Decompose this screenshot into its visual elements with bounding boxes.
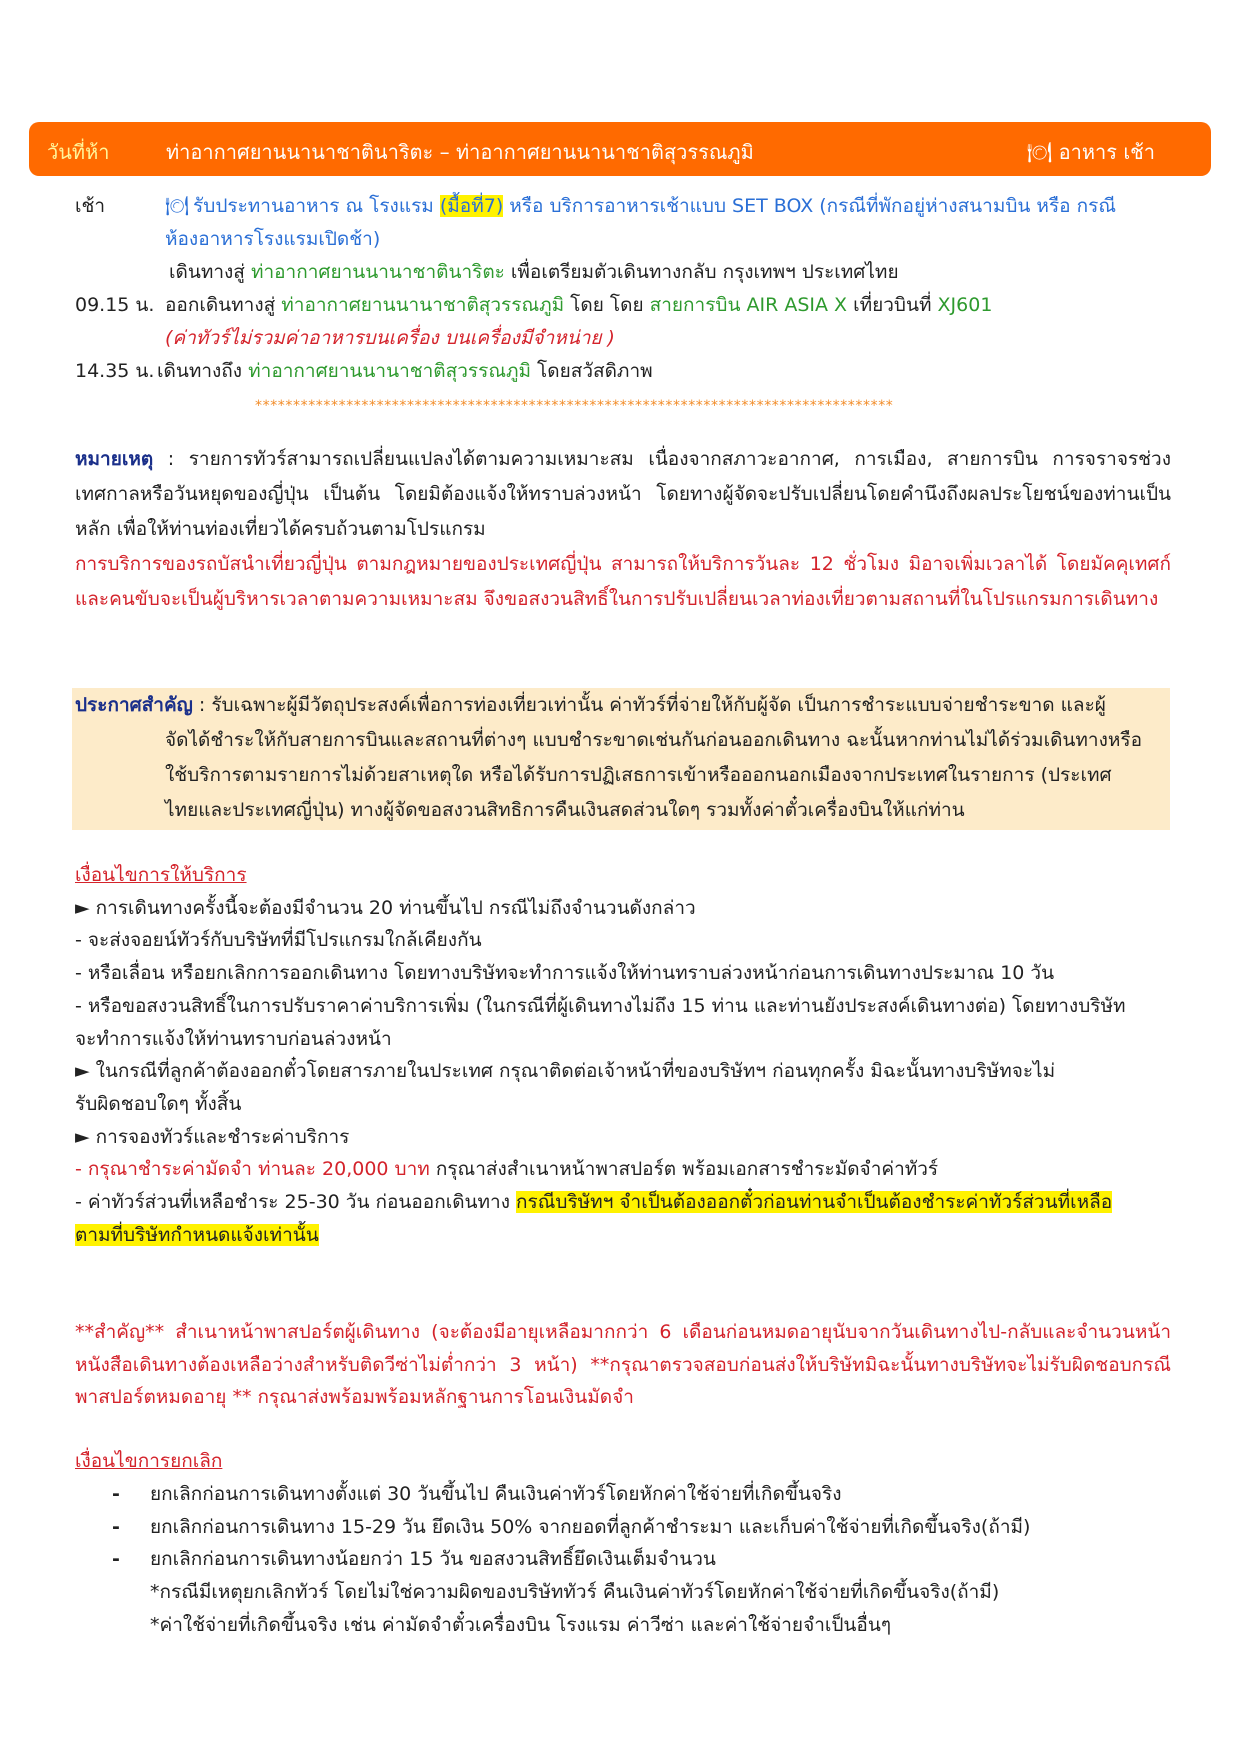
row2-text-b: เพื่อเตรียมตัวเดินทางกลับ กรุงเทพฯ ประเทศไทย <box>504 261 899 283</box>
day-meal: 🍽 อาหาร เช้า <box>1026 140 1155 164</box>
passport-important-note: **สำคัญ** สำเนาหน้าพาสปอร์ตผู้เดินทาง (จะต้องมีอายุเหลือมากกว่า 6 เดือนก่อนหมดอายุนับจากวันเดินทางไป-กลับและจำนวนหน้าหนังสือเดินทางต้องเหลือว่างสำหรับติดวีซ่าไม่ต่ำกว่า 3 หน้า) **กรุณาตรวจสอบก่อนส่งให้บริษัทมิฉะนั้นทางบริษัทจะไม่รับผิดชอบกรณีพาสปอร์ตหมดอายุ ** กรุณาส่งพร้อมพร้อมหลักฐานการโอนเงินมัดจำ <box>75 1321 1171 1409</box>
meal-icon: 🍽 <box>165 195 190 217</box>
service-line: - จะส่งจอยน์ทัวร์กับบริษัทที่มีโปรแกรมใกล้เคียงกัน <box>75 929 482 952</box>
day-label: วันที่ห้า <box>47 140 110 164</box>
service-line: ► การเดินทางครั้งนี้จะต้องมีจำนวน 20 ท่านขึ้นไป กรณีไม่ถึงจำนวนดังกล่าว <box>75 896 696 919</box>
notice-title: ประกาศสำคัญ <box>75 694 193 716</box>
arrival-airport: ท่าอากาศยานนานาชาติสุวรรณภูมิ <box>248 360 531 382</box>
remark-title: หมายเหตุ <box>75 448 154 470</box>
service-line: รับผิดชอบใดๆ ทั้งสิ้น <box>75 1092 242 1115</box>
bullet-dash: - <box>112 1515 120 1538</box>
breakfast-text-line2: ห้องอาหารโรงแรมเปิดช้า) <box>165 228 381 250</box>
schedule-row-to-narita <box>169 259 1171 286</box>
bullet-dash: - <box>112 1548 120 1571</box>
breakfast-text-b: หรือ บริการอาหารเช้าแบบ SET BOX (กรณีที่พักอยู่ห่างสนามบิน หรือ กรณี <box>503 195 1116 217</box>
row3-text-a: ออกเดินทางสู่ <box>165 294 282 316</box>
bullet-dash: - <box>112 1483 120 1505</box>
notice-line3: ใช้บริการตามรายการไม่ด้วยสาเหตุใด หรือได้รับการปฏิเสธการเข้าหรือออกนอกเมืองจากประเทศในรายการ (ประเทศ <box>165 764 1112 786</box>
row4-text-a: เดินทางถึง <box>157 360 249 382</box>
cancel-note: *ค่าใช้จ่ายที่เกิดขึ้นจริง เช่น ค่ามัดจำตั๋วเครื่องบิน โรงแรม ค่าวีซ่า และค่าใช้จ่ายจำเป็นอื่นๆ <box>150 1613 892 1636</box>
schedule-time-1435: 14.35 น. <box>75 360 155 382</box>
balance-highlight: กรณีบริษัทฯ จำเป็นต้องออกตั๋วก่อนท่านจำเป็นต้องชำระค่าทัวร์ส่วนที่เหลือ <box>516 1191 1113 1214</box>
flight-number: XJ601 <box>937 294 993 316</box>
balance-line-2 <box>75 1219 1171 1252</box>
list-item <box>112 1543 1030 1576</box>
breakfast-text-a: รับประทานอาหาร ณ โรงแรม <box>193 195 440 217</box>
service-line: จะทำการแจ้งให้ท่านทราบก่อนล่วงหน้า <box>75 1027 392 1050</box>
schedule-row-depart <box>165 292 1171 319</box>
day-route: ท่าอากาศยานนานาชาตินาริตะ – ท่าอากาศยานนานาชาติสุวรรณภูมิ <box>166 140 754 164</box>
balance-highlight-2: ตามที่บริษัทกำหนดแจ้งเท่านั้น <box>75 1223 319 1246</box>
row3-text-c: เที่ยวบินที่ <box>847 294 938 316</box>
day-header-bar <box>29 122 1211 176</box>
remark-text: : รายการทัวร์สามารถเปลี่ยนแปลงได้ตามความเหมาะสม เนื่องจากสภาวะอากาศ, การเมือง, สายการบิน การจราจรช่วงเทศกาลหรือวันหยุดของญี่ปุ่น เป็นต้น โดยมิต้องแจ้งให้ทราบล่วงหน้า โดยทางผู้จัดจะปรับเปลี่ยนโดยคำนึงถึงผลประโยชน์ของท่านเป็นหลัก เพื่อให้ท่านท่องเที่ยวได้ครบถ้วนตามโปรแกรม <box>75 448 1171 540</box>
balance-text: - ค่าทัวร์ส่วนที่เหลือชำระ 25-30 วัน ก่อนออกเดินทาง <box>75 1191 517 1214</box>
notice-line4: ไทยและประเทศญี่ปุ่น) ทางผู้จัดขอสงวนสิทธิการคืนเงินสดส่วนใดๆ รวมทั้งค่าตั๋วเครื่องบินให้แก่ท่าน <box>165 799 965 821</box>
cancel-rule: ยกเลิกก่อนการเดินทาง 15-29 วัน ยึดเงิน 50% จากยอดที่ลูกค้าชำระมา และเก็บค่าใช้จ่ายที่เกิดขึ้นจริง(ถ้ามี) <box>150 1515 1031 1538</box>
cancel-note: *กรณีมีเหตุยกเลิกทัวร์ โดยไม่ใช่ความผิดของบริษัททัวร์ คืนเงินค่าทัวร์โดยหักค่าใช้จ่ายที่เกิดขึ้นจริง(ถ้ามี) <box>150 1581 1000 1604</box>
notice-text-1: : รับเฉพาะผู้มีวัตถุประสงค์เพื่อการท่องเที่ยวเท่านั้น ค่าทัวร์ที่จ่ายให้กับผู้จัด เป็นการชำระแบบจ่ายชำระขาด และผู้ <box>192 694 1106 716</box>
deposit-docs: กรุณาส่งสำเนาหน้าพาสปอร์ต พร้อมเอกสารชำระมัดจำค่าทัวร์ <box>429 1158 939 1181</box>
deposit-amount: - กรุณาชำระค่ามัดจำ ท่านละ 20,000 บาท <box>75 1158 430 1181</box>
balance-line <box>75 1186 1171 1219</box>
row2-text-a: เดินทางสู่ <box>169 261 251 283</box>
service-line: ► ในกรณีที่ลูกค้าต้องออกตั๋วโดยสารภายในประเทศ กรุณาติดต่อเจ้าหน้าที่ของบริษัทฯ ก่อนทุกครั้ง มิฉะนั้นทางบริษัทจะไม่ <box>75 1060 1056 1083</box>
schedule-row-breakfast <box>165 193 1171 220</box>
service-line: - หรือขอสงวนสิทธิ์ในการปรับราคาค่าบริการเพิ่ม (ในกรณีที่ผู้เดินทางไม่ถึง 15 ท่าน และท่านยังประสงค์เดินทางต่อ) โดยทางบริษัท <box>75 994 1126 1017</box>
service-conditions <box>75 859 1171 1251</box>
notice-line2: จัดได้ชำระให้กับสายการบินและสถานที่ต่างๆ แบบชำระขาดเช่นกันก่อนออกเดินทาง ฉะนั้นหากท่านไม่ได้ร่วมเดินทางหรือ <box>165 729 1143 751</box>
schedule-row-arrive <box>157 358 1171 385</box>
cancel-rule: ยกเลิกก่อนการเดินทางตั้งแต่ 30 วันขึ้นไป คืนเงินค่าทัวร์โดยหักค่าใช้จ่ายที่เกิดขึ้นจริง <box>150 1483 842 1505</box>
notice-line1 <box>75 688 1171 723</box>
suvarnabhumi-airport: ท่าอากาศยานนานาชาติสุวรรณภูมิ <box>281 294 565 316</box>
remark-paragraph <box>75 442 1171 547</box>
service-line: ► การจองทัวร์และชำระค่าบริการ <box>75 1125 350 1148</box>
bus-service-paragraph: การบริการของรถบัสนำเที่ยวญี่ปุ่น ตามกฎหมายของประเทศญี่ปุ่น สามารถให้บริการวันละ 12 ชั่วโมง มิอาจเพิ่มเวลาได้ โดยมัคคุเทศก์และคนขับจะเป็นผู้บริหารเวลาตามความเหมาะสม จึงขอสงวนสิทธิ์ในการปรับเปลี่ยนเวลาท่องเที่ยวตามสถานที่ในโปรแกรมการเดินทาง <box>75 553 1171 610</box>
schedule-time-0915: 09.15 น. <box>75 294 155 316</box>
narita-airport: ท่าอากาศยานนานาชาตินาริตะ <box>250 261 505 283</box>
schedule-time-morning: เช้า <box>75 195 106 217</box>
service-title: เงื่อนไขการให้บริการ <box>75 864 247 886</box>
service-line: - หรือเลื่อน หรือยกเลิกการออกเดินทาง โดยทางบริษัทจะทำการแจ้งให้ท่านทราบล่วงหน้าก่อนการเดินทางประมาณ 10 วัน <box>75 962 1055 985</box>
list-item <box>112 1511 1030 1544</box>
meal-number-highlight: (มื้อที่7) <box>439 195 504 217</box>
deposit-line <box>75 1153 1171 1186</box>
row3-text-b: โดย โดย <box>564 294 650 316</box>
airline-name: สายการบิน AIR ASIA X <box>649 294 848 316</box>
cancel-rule: ยกเลิกก่อนการเดินทางน้อยกว่า 15 วัน ขอสงวนสิทธิ์ยึดเงินเต็มจำนวน <box>150 1548 716 1571</box>
list-item <box>112 1478 1030 1511</box>
cancel-list <box>112 1478 1030 1642</box>
row4-text-b: โดยสวัสดิภาพ <box>531 360 653 382</box>
meal-on-board-note: (ค่าทัวร์ไม่รวมค่าอาหารบนเครื่อง บนเครื่องมีจำหน่าย ) <box>165 327 615 349</box>
section-divider: ************************************************************************************ <box>255 398 894 414</box>
cancel-title: เงื่อนไขการยกเลิก <box>75 1450 223 1472</box>
